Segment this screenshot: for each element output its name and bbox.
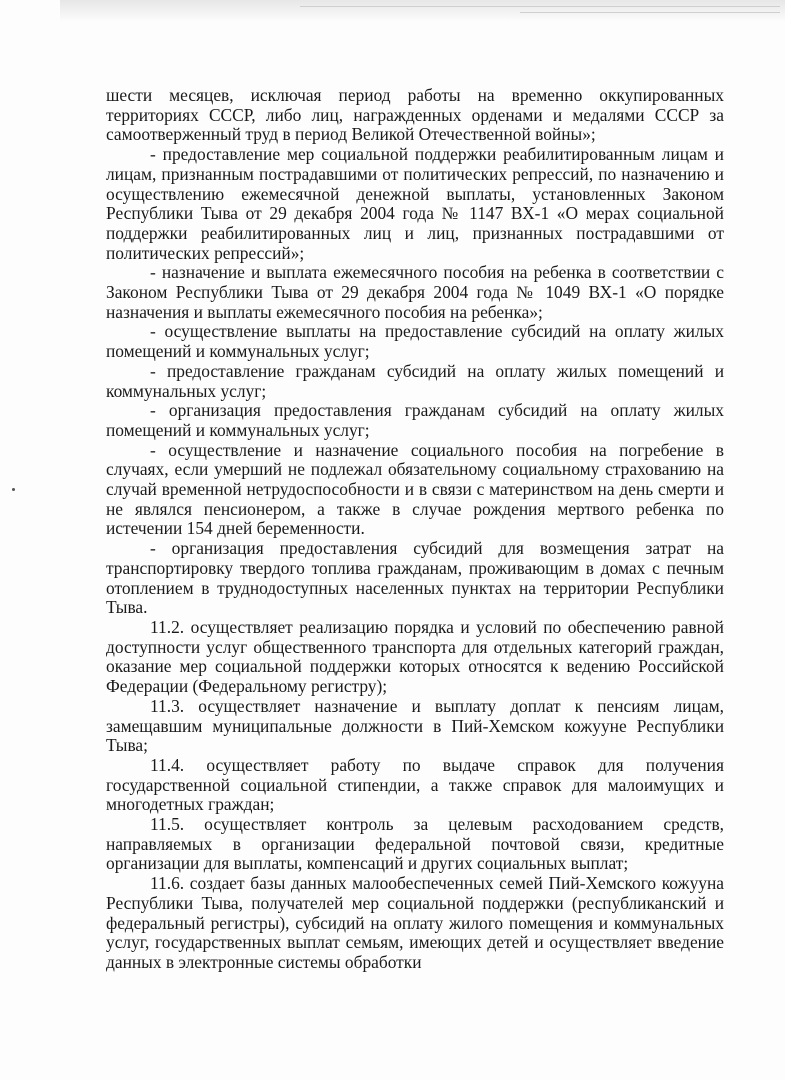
paragraph: 11.5. осуществляет контроль за целевым расходованием средств, направляемых в организации федеральной почтовой связи, кредитные организации для выплаты, компенсаций и других социальных выплат; (106, 814, 724, 874)
scan-edge-shadow (60, 0, 785, 22)
paragraph: - организация предоставления субсидий для возмещения затрат на транспортировку твердого топлива гражданам, проживающим в домах с печным отоплением в труднодоступных населенных пунктах на территории Республики Тыва. (106, 538, 724, 618)
paragraph: - осуществление выплаты на предоставление субсидий на оплату жилых помещений и коммунальных услуг; (106, 321, 724, 362)
document-body (106, 86, 724, 973)
paragraph: 11.4. осуществляет работу по выдаче справок для получения государственной социальной стипендии, а также справок для малоимущих и многодетных граждан; (106, 754, 724, 815)
paragraph: - осуществление и назначение социального пособия на погребение в случаях, если умерший не подлежал обязательному социальному страхованию на случай временной нетрудоспособности и в связи с материнством на день смерти и не являлся пенсионером, а также в случае рождения мертвого ребенка по истечении 154 дней беременности. (106, 439, 724, 539)
paragraph: - предоставление гражданам субсидий на оплату жилых помещений и коммунальных услуг; (106, 360, 724, 401)
paragraph: - организация предоставления гражданам субсидий на оплату жилых помещений и коммунальных услуг; (106, 400, 724, 440)
paragraph: шести месяцев, исключая период работы на временно оккупированных территориях СССР, либо лиц, награжденных орденами и медалями СССР за самоотверженный труд в период Великой Отечественной войны»; (106, 85, 724, 145)
paragraph: 11.6. создает базы данных малообеспеченных семей Пий-Хемского кожууна Республики Тыва, получателей мер социальной поддержки (республиканский и федеральный регистры), субсидий на оплату жилого помещения и коммунальных услуг, государственных выплат семьям, имеющих детей и осуществляет введение данных в электронные системы обработки (106, 873, 724, 972)
paragraph: 11.3. осуществляет назначение и выплату доплат к пенсиям лицам, замещавшим муниципальные должности в Пий-Хемском кожууне Республики Тыва; (106, 695, 724, 756)
scan-edge-line (300, 6, 780, 7)
paragraph: 11.2. осуществляет реализацию порядка и условий по обеспечению равной доступности услуг общественного транспорта для отдельных категорий граждан, оказание мер социальной поддержки которых относятся к ведению Российской Федерации (Федеральному регистру); (106, 616, 724, 697)
scan-speck (12, 488, 15, 491)
paragraph: - предоставление мер социальной поддержки реабилитированным лицам и лицам, признанным пострадавшими от политических репрессий, по назначению и осуществлению ежемесячной денежной выплаты, установленных Законом Республики Тыва от 29 декабря 2004 года № 1147 ВХ-1 «О мерах социальной поддержки реабилитированных лиц и лиц, признанных пострадавшими от политических репрессий»; (106, 144, 724, 263)
scan-edge-line (520, 12, 780, 13)
paragraph: - назначение и выплата ежемесячного пособия на ребенка в соответствии с Законом Республики Тыва от 29 декабря 2004 года № 1049 ВХ-1 «О порядке назначения и выплаты ежемесячного пособия на ребенка»; (106, 262, 724, 322)
